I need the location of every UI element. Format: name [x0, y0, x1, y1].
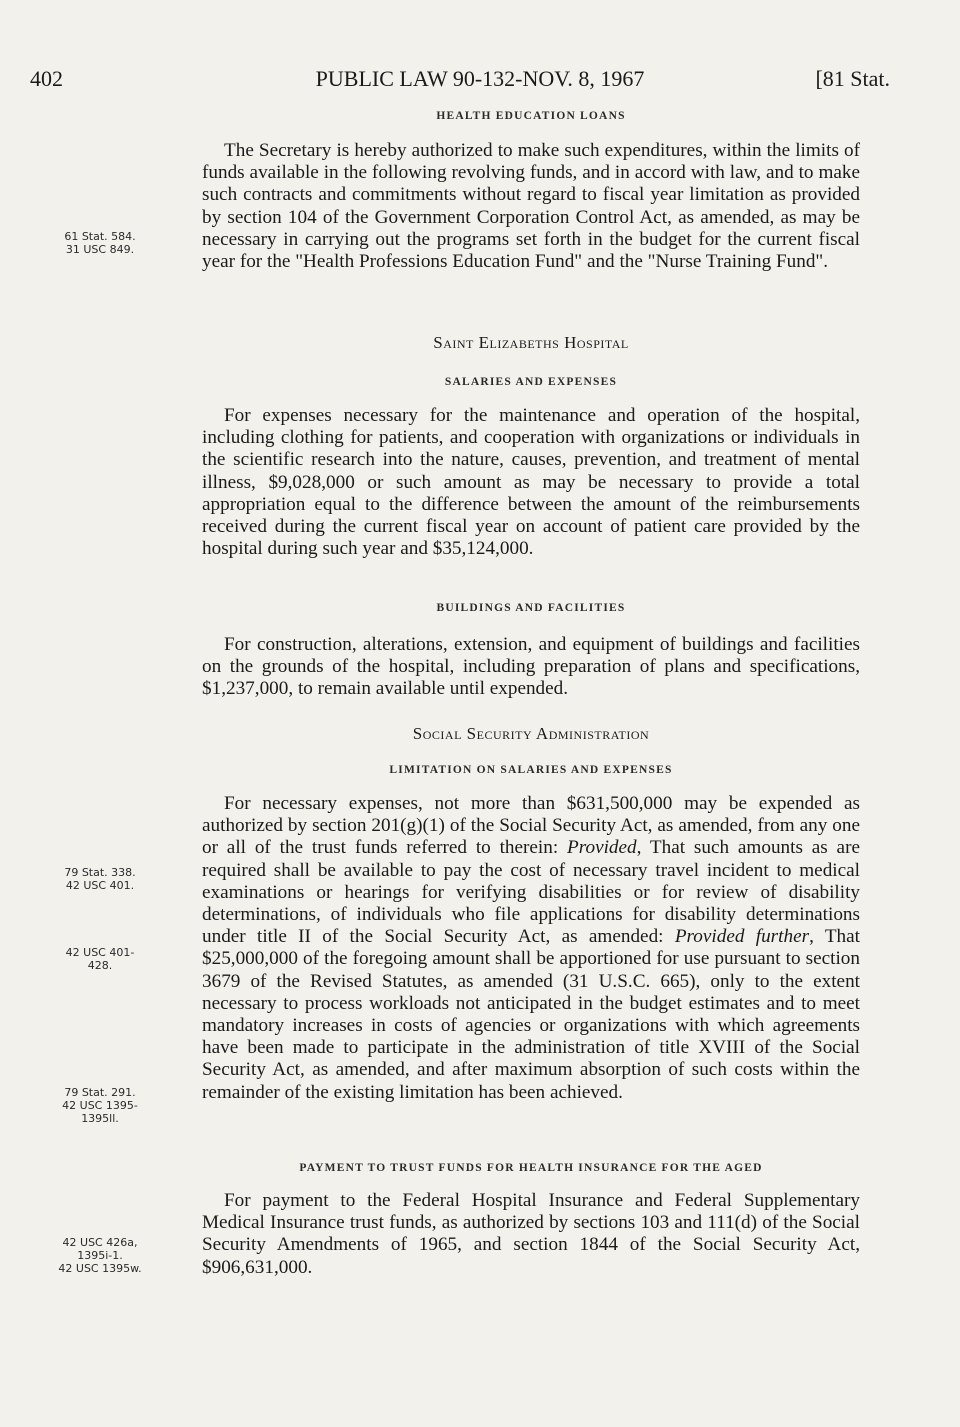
margin-note-5 [0, 1236, 200, 1275]
section-heading: HEALTH EDUCATION LOANS [436, 110, 626, 122]
paragraph [202, 793, 860, 1104]
section-heading: SALARIES AND EXPENSES [444, 376, 618, 388]
margin-note-line: 42 USC 1395- [62, 1099, 138, 1112]
margin-note-line: 79 Stat. 338. [64, 866, 136, 879]
italic-run: Provided [567, 837, 637, 859]
paragraph: For construction, alterations, extension, and equipment of buildings and facilities on the grounds of the hospital, including preparation of plans and specifications, $1,237,000, to remain available until expended. [202, 634, 860, 700]
page-number: 402 [30, 66, 63, 91]
limitation-block [202, 764, 860, 776]
italic-run: Provided further [674, 926, 810, 948]
paragraph: The Secretary is hereby authorized to make such expenditures, within the limits of funds available in the following revolving funds, and in accord with law, and to make such contracts and commitments without regard to fiscal year limitation as provided by section 104 of the Government Corporation Control Act, as amended, as may be necessary in carrying out the programs set forth in the budget for the current fiscal year for the "Health Professions Education Fund" and the "Nurse Training Fund". [202, 140, 860, 273]
margin-note-line: 1395ll. [81, 1112, 119, 1125]
heel-block [202, 110, 860, 122]
section-heading: Saint Elizabeths Hospital [433, 333, 629, 352]
section-heading: Social Security Administration [412, 724, 650, 743]
payment-block [202, 1162, 860, 1174]
buildings-paragraph-block [202, 634, 860, 701]
margin-note-3 [0, 946, 200, 972]
margin-note-line: 61 Stat. 584. [64, 230, 136, 243]
margin-note-4 [0, 1086, 200, 1125]
seh-block [202, 333, 860, 353]
section-heading: LIMITATION ON SALARIES AND EXPENSES [389, 764, 673, 776]
buildings-block [202, 602, 860, 614]
salaries-paragraph-block [202, 405, 860, 560]
margin-note-line: 79 Stat. 291. [64, 1086, 136, 1099]
payment-paragraph-block [202, 1190, 860, 1279]
heel-paragraph-block [202, 140, 860, 273]
text-run: , That $25,000,000 of the foregoing amount shall be apportioned for use pursuant to section 3679 of the Revised Statutes, as amended (31 U.S.C. 665), only to the extent necessary to process workloads not anticipated in the budget estimates and to meet mandatory increases in costs of agencies or organizations with which agreements have been made to participate in the administration of title XVIII of the Social Security Act, as amended, and after maximum absorption of such costs within the remainder of the existing limitation has been achieved. [202, 926, 860, 1103]
margin-note-1 [0, 230, 200, 256]
text-run: For necessary expenses, not more than $631,500,000 may be expended as authorized by section 201(g)(1) of the Social Security Act, as amended, from any one or all of the trust funds referred to therein: [202, 793, 860, 859]
page-header [0, 66, 960, 100]
margin-note-line: 42 USC 401. [65, 879, 135, 892]
section-heading: BUILDINGS AND FACILITIES [436, 602, 626, 614]
limitation-paragraph-block [202, 793, 860, 1104]
margin-note-line: 42 USC 426a, [62, 1236, 138, 1249]
section-heading: PAYMENT TO TRUST FUNDS FOR HEALTH INSURANCE FOR THE AGED [299, 1162, 763, 1174]
running-head: PUBLIC LAW 90-132-NOV. 8, 1967 [315, 66, 645, 91]
text-run: , That such amounts as are required shall be available to pay the cost of necessary travel incident to medical examinations or hearings for verifying disabilities or for review of disability determinations, of individuals who file applications for disability determinations under title II of the Social Security Act, as amended: [202, 837, 860, 948]
statute-reference: [81 Stat. [815, 66, 890, 91]
margin-note-line: 42 USC 1395w. [58, 1262, 142, 1275]
margin-note-line: 42 USC 401- [65, 946, 135, 959]
ssa-block [202, 724, 860, 744]
margin-note-line: 428. [87, 959, 113, 972]
margin-note-line: 31 USC 849. [65, 243, 135, 256]
paragraph: For expenses necessary for the maintenance and operation of the hospital, including clothing for patients, and cooperation with organizations or individuals in the scientific research into the nature, causes, prevention, and treatment of mental illness, $9,028,000 or such amount as may be necessary to provide a total appropriation equal to the difference between the amount of the reimbursements received during the current fiscal year on account of patient care provided by the hospital during such year and $35,124,000. [202, 405, 860, 560]
paragraph: For payment to the Federal Hospital Insurance and Federal Supplementary Medical Insurance trust funds, as authorized by sections 103 and 111(d) of the Social Security Amendments of 1965, and section 1844 of the Social Security Act, $906,631,000. [202, 1190, 860, 1278]
margin-note-2 [0, 866, 200, 892]
margin-note-line: 1395i-1. [77, 1249, 123, 1262]
salaries-block [202, 376, 860, 388]
